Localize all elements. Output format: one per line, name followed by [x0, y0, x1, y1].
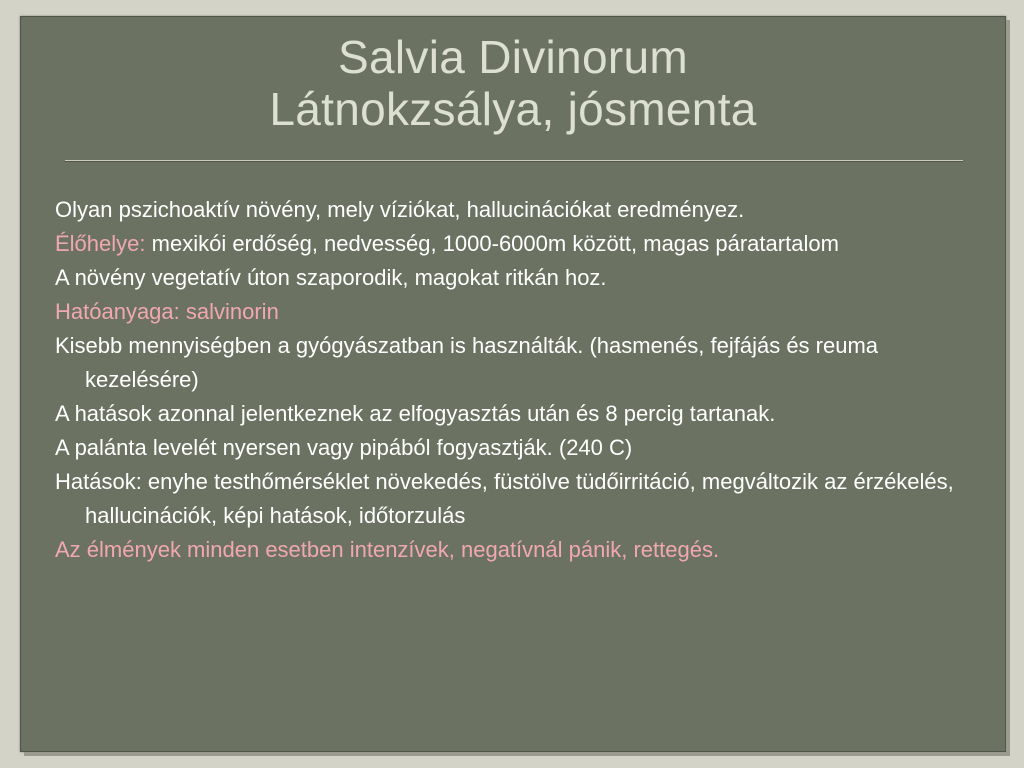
title-line-2: Látnokzsálya, jósmenta	[269, 83, 757, 135]
paragraph-consumption: A palánta levelét nyersen vagy pipából fogyasztják. (240 C)	[55, 435, 633, 460]
paragraph-description: Olyan pszichoaktív növény, mely víziókat, hallucinációkat eredményez.	[55, 197, 745, 222]
title-line-1: Salvia Divinorum	[338, 31, 688, 83]
paragraph-medical-use: Kisebb mennyiségben a gyógyászatban is használták. (hasmenés, fejfájás és reuma kezelésére)	[55, 333, 879, 392]
paragraph-onset: A hatások azonnal jelentkeznek az elfogyasztás után és 8 percig tartanak.	[55, 401, 776, 426]
paragraph-active-ingredient: Hatóanyaga: salvinorin	[55, 299, 279, 324]
slide	[20, 16, 1006, 752]
paragraph-experiences: Az élmények minden esetben intenzívek, negatívnál pánik, rettegés.	[55, 537, 720, 562]
slide-title	[21, 31, 1005, 135]
habitat-text: mexikói erdőség, nedvesség, 1000-6000m között, magas páratartalom	[145, 231, 839, 256]
title-divider	[65, 160, 963, 162]
slide-body	[55, 193, 955, 567]
paragraph-reproduction: A növény vegetatív úton szaporodik, magokat ritkán hoz.	[55, 265, 607, 290]
paragraph-effects: Hatások: enyhe testhőmérséklet növekedés, füstölve tüdőirritáció, megváltozik az érzékelés, hallucinációk, képi hatások, időtorzulás	[55, 469, 954, 528]
habitat-label: Élőhelye:	[55, 231, 146, 256]
paragraph-habitat	[55, 227, 955, 261]
